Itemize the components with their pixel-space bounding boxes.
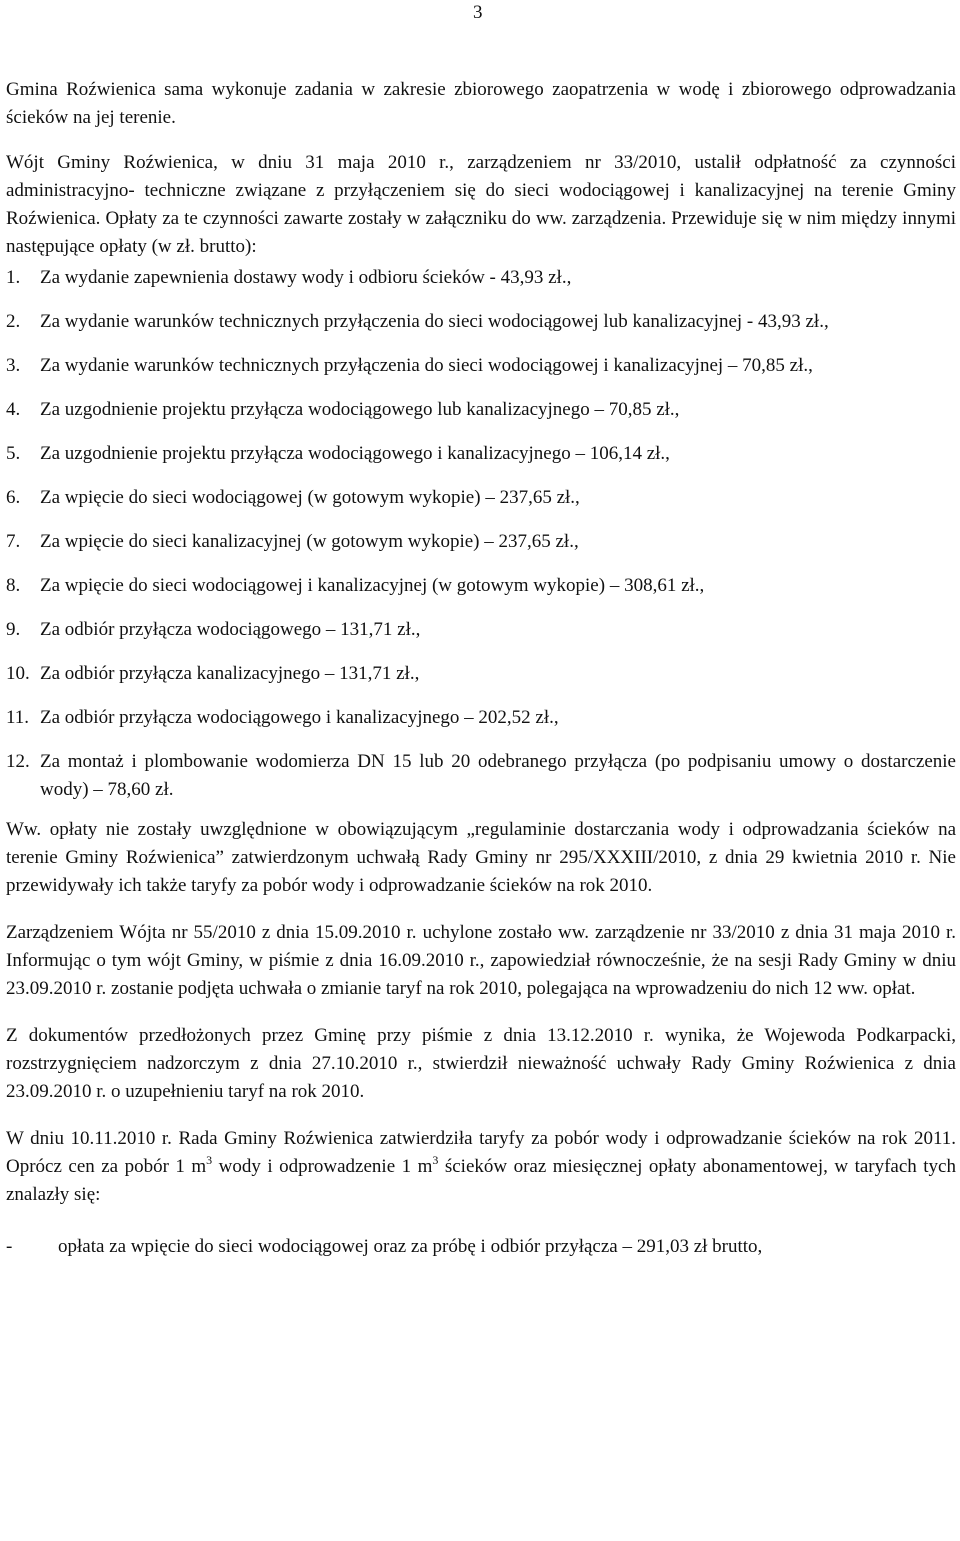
- fee-text: Za wpięcie do sieci wodociągowej (w gotowym wykopie) – 237,65 zł.,: [40, 487, 580, 508]
- fee-item: [6, 396, 956, 424]
- fee-text: Za wpięcie do sieci kanalizacyjnej (w gotowym wykopie) – 237,65 zł.,: [40, 531, 579, 552]
- fee-number: 4.: [6, 399, 21, 420]
- fee-text: Za uzgodnienie projektu przyłącza wodociągowego lub kanalizacyjnego – 70,85 zł.,: [40, 399, 680, 420]
- fee-item: [6, 440, 956, 468]
- fee-number: 10.: [6, 663, 30, 684]
- tariffs-text-1: W dniu 10.11.2010 r. Rada Gminy Roźwienica zatwierdziła taryfy za pobór wody i odprowadzanie ścieków na rok 2011. Oprócz cen za pobór 1 m: [6, 1128, 956, 1177]
- intro-paragraph: Gmina Roźwienica sama wykonuje zadania w zakresie zbiorowego zaopatrzenia w wodę i zbiorowego odprowadzania ścieków na jej terenie.: [6, 79, 956, 128]
- fee-item: [6, 352, 956, 380]
- fee-number: 3.: [6, 355, 21, 376]
- voivode-paragraph: Z dokumentów przedłożonych przez Gminę przy piśmie z dnia 13.12.2010 r. wynika, że Wojewoda Podkarpacki, rozstrzygnięciem nadzorczym z dnia 27.10.2010 r., stwierdził nieważność uchwały Rady Gminy Roźwienica z dnia 23.09.2010 r. o uzupełnieniu taryf na rok 2010.: [6, 1025, 956, 1102]
- list-item-text: opłata za wpięcie do sieci wodociągowej oraz za próbę i odbiór przyłącza – 291,03 zł brutto,: [58, 1236, 763, 1257]
- fee-item: [6, 308, 956, 336]
- tariffs-text-3: ścieków oraz miesięcznej opłaty abonamentowej, w taryfach tych znalazły się:: [6, 1156, 956, 1205]
- tariffs-text-2: wody i odprowadzenie 1 m: [212, 1156, 433, 1177]
- fee-item: [6, 264, 956, 292]
- revocation-paragraph: Zarządzeniem Wójta nr 55/2010 z dnia 15.09.2010 r. uchylone zostało ww. zarządzenie nr 33/2010 z dnia 31 maja 2010 r. Informując o tym wójt Gminy, w piśmie z dnia 16.09.2010 r., zapowiedział równocześnie, że na sesji Rady Gminy w dniu 23.09.2010 r. zostanie podjęta uchwała o zmianie taryf na rok 2010, polegająca na wprowadzeniu do nich 12 ww. opłat.: [6, 922, 956, 999]
- fee-text: Za montaż i plombowanie wodomierza DN 15 lub 20 odebranego przyłącza (po podpisaniu umowy o dostarczenie wody) – 78,60 zł.: [40, 751, 956, 800]
- fee-item: [6, 616, 956, 644]
- fee-number: 8.: [6, 575, 21, 596]
- tariffs-2011-paragraph: [6, 1125, 956, 1209]
- fee-number: 9.: [6, 619, 21, 640]
- fee-number: 2.: [6, 311, 21, 332]
- fee-text: Za wydanie zapewnienia dostawy wody i odbioru ścieków - 43,93 zł.,: [40, 267, 572, 288]
- fee-text: Za uzgodnienie projektu przyłącza wodociągowego i kanalizacyjnego – 106,14 zł.,: [40, 443, 670, 464]
- decision-paragraph: Wójt Gminy Roźwienica, w dniu 31 maja 2010 r., zarządzeniem nr 33/2010, ustalił odpłatność za czynności administracyjno- techniczne związane z przyłączeniem się do sieci wodociągowej i kanalizacyjnej na terenie Gminy Roźwienica. Opłaty za te czynności zawarte zostały w załączniku do ww. zarządzenia. Przewiduje się w nim między innymi następujące opłaty (w zł. brutto):: [6, 152, 956, 257]
- fee-list: [6, 264, 956, 804]
- fee-item: [6, 660, 956, 688]
- list-item: [6, 1233, 956, 1261]
- fee-number: 7.: [6, 531, 21, 552]
- fee-text: Za odbiór przyłącza wodociągowego – 131,71 zł.,: [40, 619, 421, 640]
- document-body: [6, 76, 956, 1261]
- fee-text: Za odbiór przyłącza kanalizacyjnego – 131,71 zł.,: [40, 663, 420, 684]
- superscript: 3: [206, 1153, 213, 1167]
- fee-item: [6, 748, 956, 804]
- fee-text: Za odbiór przyłącza wodociągowego i kanalizacyjnego – 202,52 zł.,: [40, 707, 559, 728]
- fee-number: 12.: [6, 751, 30, 772]
- regulations-paragraph: Ww. opłaty nie zostały uwzględnione w obowiązującym „regulaminie dostarczania wody i odprowadzania ścieków na terenie Gminy Roźwienica” zatwierdzonym uchwałą Rady Gminy nr 295/XXXIII/2010, z dnia 29 kwietnia 2010 r. Nie przewidywały ich także taryfy za pobór wody i odprowadzanie ścieków na rok 2010.: [6, 819, 956, 896]
- tariff-items-list: [6, 1233, 956, 1261]
- fee-text: Za wydanie warunków technicznych przyłączenia do sieci wodociągowej lub kanalizacyjnej - 43,93 zł.,: [40, 311, 829, 332]
- fee-item: [6, 572, 956, 600]
- superscript: 3: [432, 1153, 439, 1167]
- page-number: 3: [473, 2, 483, 23]
- dash-marker: -: [6, 1236, 13, 1257]
- fee-number: 5.: [6, 443, 21, 464]
- fee-item: [6, 484, 956, 512]
- fee-number: 1.: [6, 267, 21, 288]
- fee-number: 6.: [6, 487, 21, 508]
- fee-item: [6, 528, 956, 556]
- fee-item: [6, 704, 956, 732]
- fee-text: Za wpięcie do sieci wodociągowej i kanalizacyjnej (w gotowym wykopie) – 308,61 zł.,: [40, 575, 705, 596]
- fee-number: 11.: [6, 707, 30, 728]
- fee-text: Za wydanie warunków technicznych przyłączenia do sieci wodociągowej i kanalizacyjnej – 70,85 zł.,: [40, 355, 813, 376]
